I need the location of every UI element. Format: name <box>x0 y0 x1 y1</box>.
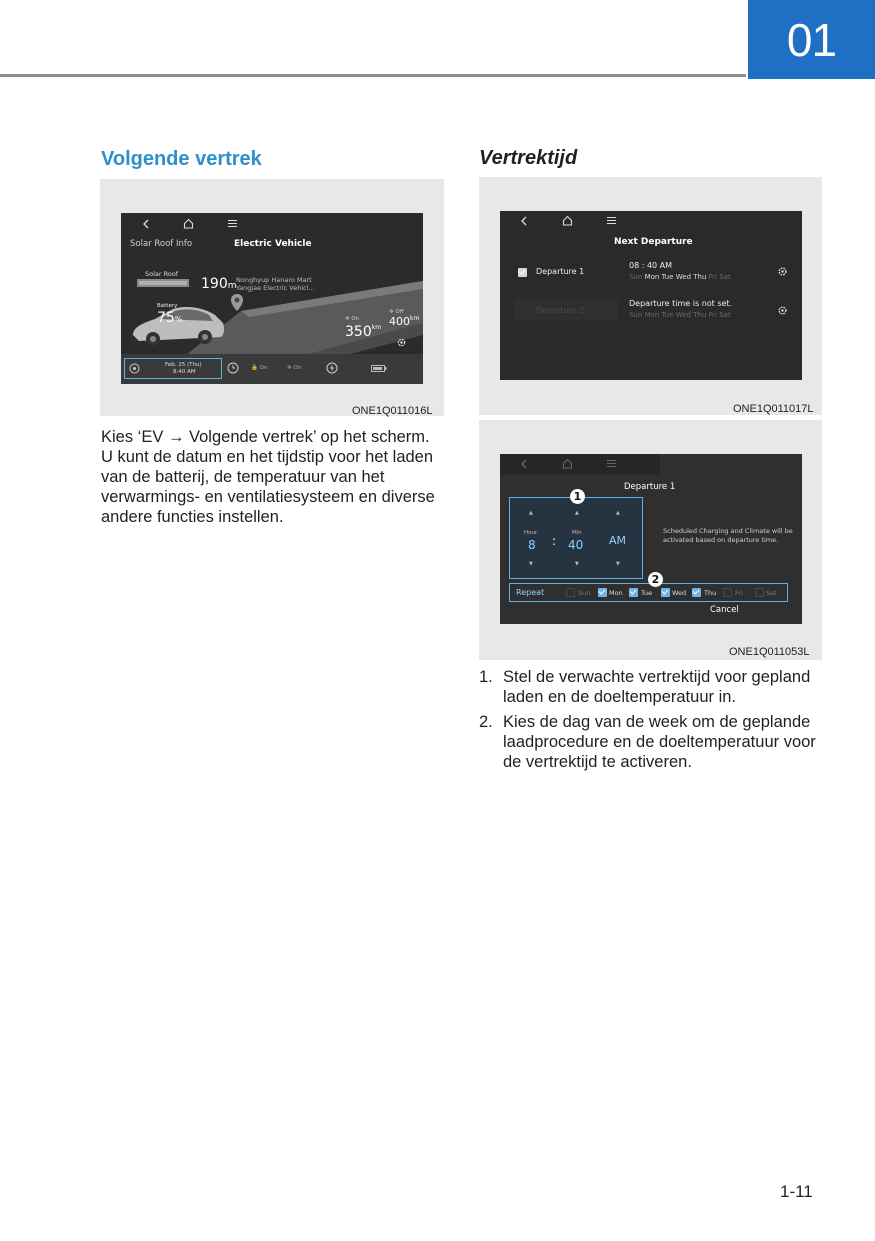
figure-ev-screen <box>100 179 444 416</box>
climate-status-2-text: On <box>293 365 302 371</box>
distance-value <box>201 276 237 292</box>
solar-roof-label: Solar Roof <box>145 270 179 278</box>
chapter-tab: 01 <box>748 0 875 79</box>
departure-2-settings-icon[interactable] <box>777 305 788 316</box>
header-rule <box>0 74 746 77</box>
location-pin-icon <box>230 293 244 317</box>
destination-line-2: Yangjae Electric Vehicl... <box>236 284 315 292</box>
day-checkbox-tue[interactable] <box>629 588 638 597</box>
range-on-label-text: On <box>351 316 360 322</box>
day-label-thu: Thu <box>704 589 717 597</box>
day-thu: Thu <box>693 311 707 319</box>
day-sun: Sun <box>629 273 643 281</box>
time-separator: : <box>552 534 557 548</box>
min-down-arrow[interactable]: ▼ <box>575 561 579 567</box>
hour-label: Hour <box>524 530 538 536</box>
departure-2-label: Departure 2 <box>536 306 585 315</box>
info-text: Scheduled Charging and Climate will be activated based on departure time. <box>663 527 793 544</box>
climate-status-1-text: On <box>259 365 268 371</box>
hour-up-arrow[interactable]: ▲ <box>529 510 533 516</box>
min-up-arrow[interactable]: ▲ <box>575 510 579 516</box>
day-checkbox-fri[interactable] <box>723 588 732 597</box>
day-label-wed: Wed <box>672 589 687 597</box>
screen-title: Next Departure <box>614 237 693 247</box>
next-departure-screen <box>500 211 802 380</box>
step-number: 1. <box>479 668 493 686</box>
cancel-button[interactable]: Cancel <box>710 605 739 615</box>
battery-small-icon <box>371 365 387 372</box>
day-checkbox-thu[interactable] <box>692 588 701 597</box>
departure-1-checkbox[interactable] <box>518 268 527 277</box>
hour-down-arrow[interactable]: ▼ <box>529 561 533 567</box>
home-icon <box>562 458 573 469</box>
ampm-up-arrow[interactable]: ▲ <box>616 510 620 516</box>
departure-1-days <box>629 273 731 281</box>
step-text: Kies de dag van de week om de geplande laadprocedure en de doeltemperatuur voor de vertrektijd te activeren. <box>503 713 816 771</box>
figure-departure-1 <box>479 420 822 660</box>
departure-2-status: Departure time is not set. <box>629 299 733 308</box>
day-checkbox-sat[interactable] <box>755 588 764 597</box>
section-title-vertrektijd: Vertrektijd <box>479 147 578 169</box>
departure-1-settings-icon[interactable] <box>777 266 788 277</box>
day-thu: Thu <box>693 273 707 281</box>
back-icon <box>142 219 150 229</box>
day-sun: Sun <box>629 311 643 319</box>
day-label-tue: Tue <box>641 589 653 597</box>
menu-icon <box>607 216 616 225</box>
day-checkbox-wed[interactable] <box>661 588 670 597</box>
day-mon: Mon <box>644 311 660 319</box>
section-title-volgende-vertrek: Volgende vertrek <box>101 148 262 170</box>
clock-icon[interactable] <box>227 362 239 374</box>
departure-1-time: 08 : 40 AM <box>629 261 673 270</box>
min-label: Min <box>572 530 582 536</box>
climate-status-2: ✲ On <box>287 365 302 371</box>
range-off-label: ✲ Off <box>389 309 404 315</box>
distance-number: 190 <box>201 276 228 292</box>
battery-number: 75 <box>157 310 175 326</box>
min-value[interactable]: 40 <box>568 538 584 552</box>
range-on-label: ✲ On <box>345 316 360 322</box>
day-checkbox-mon[interactable] <box>598 588 607 597</box>
steps-list <box>479 667 829 777</box>
figure-code-053l: ONE1Q011053L <box>729 646 810 658</box>
repeat-label: Repeat <box>516 588 545 597</box>
step-item <box>479 667 829 707</box>
day-label-mon: Mon <box>609 589 623 597</box>
day-label-fri: Fri <box>735 589 743 597</box>
day-sat: Sat <box>719 273 731 281</box>
menu-icon <box>228 219 237 228</box>
range-on-value <box>345 324 381 340</box>
page-number: 1-11 <box>780 1182 813 1201</box>
figure-next-departure <box>479 177 822 415</box>
battery-value <box>157 310 182 326</box>
day-fri: Fri <box>708 311 717 319</box>
figure-code-016l: ONE1Q011016L <box>352 405 433 417</box>
intro-paragraph: Kies ‘EV → Volgende vertrek’ op het scherm. U kunt de datum en het tijdstip voor het laden van de batterij, de temperatuur van het verwarmings- en ventilatiesysteem en diverse andere functies instellen. <box>101 428 435 526</box>
day-fri: Fri <box>708 273 717 281</box>
back-icon <box>520 459 528 469</box>
hour-value[interactable]: 8 <box>528 538 536 552</box>
figure-code-017l: ONE1Q011017L <box>733 403 814 415</box>
day-label-sat: Sat <box>766 589 777 597</box>
menu-icon <box>607 459 616 468</box>
ampm-value[interactable]: AM <box>609 534 627 547</box>
day-label-sun: Sun <box>578 589 591 597</box>
departure-1-label[interactable]: Departure 1 <box>536 267 585 276</box>
day-wed: Wed <box>675 273 692 281</box>
battery-unit: % <box>174 315 183 324</box>
day-sat: Sat <box>719 311 731 319</box>
home-icon <box>183 218 194 229</box>
distance-unit: m <box>227 281 237 291</box>
step-item <box>479 712 829 772</box>
tab-electric-vehicle: Electric Vehicle <box>234 239 312 249</box>
climate-status-1: 🔒 On <box>251 365 268 371</box>
destination-line-1: Nonghyup Hanaro Mart <box>236 276 312 284</box>
callout-2: 2 <box>648 572 663 587</box>
home-icon <box>562 215 573 226</box>
range-on-unit: km <box>371 324 382 331</box>
callout-1: 1 <box>570 489 585 504</box>
back-icon <box>520 216 528 226</box>
plug-icon <box>129 363 140 374</box>
day-tue: Tue <box>661 311 674 319</box>
range-off-label-text: Off <box>395 309 404 315</box>
day-tue: Tue <box>661 273 674 281</box>
next-departure-button[interactable] <box>124 358 222 379</box>
step-number: 2. <box>479 713 493 731</box>
tab-solar-roof-info: Solar Roof Info <box>130 239 193 249</box>
range-on-number: 350 <box>345 324 372 340</box>
ev-home-screen <box>121 213 423 384</box>
departure-2-days <box>629 311 731 319</box>
day-checkbox-sun[interactable] <box>566 588 575 597</box>
step-text: Stel de verwachte vertrektijd voor gepland laden en de doeltemperatuur in. <box>503 668 811 706</box>
departure-1-screen <box>500 454 802 624</box>
range-off-unit: km <box>410 315 420 322</box>
ampm-down-arrow[interactable]: ▼ <box>616 561 620 567</box>
departure-date: Feb. 25 (Thu) <box>165 362 202 368</box>
range-off-number: 400 <box>389 315 410 328</box>
day-wed: Wed <box>675 311 692 319</box>
day-mon: Mon <box>644 273 660 281</box>
settings-gear-icon <box>396 337 407 348</box>
battery-label: Battery <box>157 303 178 309</box>
charging-icon[interactable] <box>326 362 338 374</box>
departure-time: 8:40 AM <box>173 369 196 375</box>
dialog-title: Departure 1 <box>624 482 676 492</box>
range-off-value <box>389 315 419 328</box>
